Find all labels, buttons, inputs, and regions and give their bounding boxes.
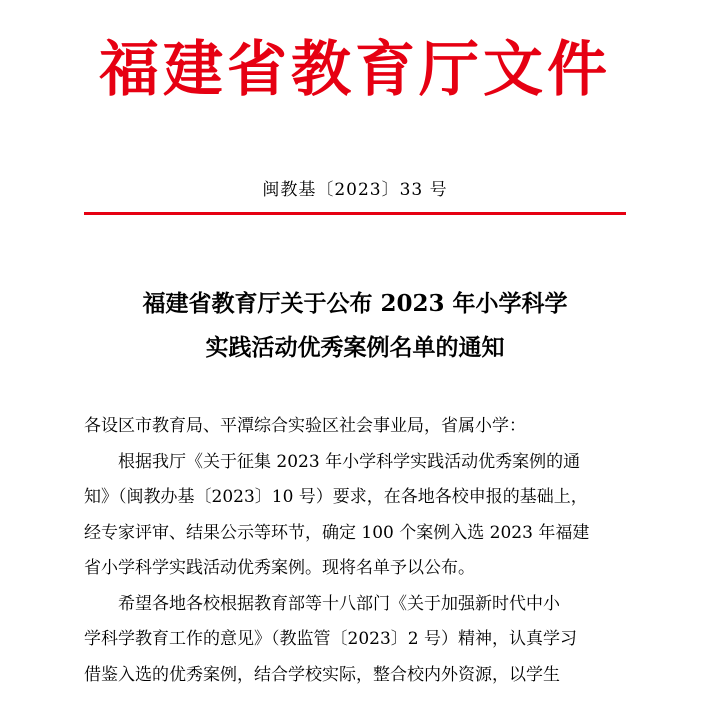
body-line: 知》（闽教办基〔2023〕10 号）要求，在各地各校申报的基础上， xyxy=(84,487,588,507)
notice-title xyxy=(80,282,630,370)
body-line: 省小学科学实践活动优秀案例。现将名单予以公布。 xyxy=(84,558,475,578)
body-line-addressee: 各设区市教育局、平潭综合实验区社会事业局，省属小学： xyxy=(84,416,526,436)
body-line: 经专家评审、结果公示等环节，确定 100 个案例入选 2023 年福建 xyxy=(84,522,590,543)
notice-title-line-2: 实践活动优秀案例名单的通知 xyxy=(205,334,505,361)
notice-title-line-1: 福建省教育厅关于公布 2023 年小学科学 xyxy=(142,290,568,317)
body-line: 根据我厅《关于征集 2023 年小学科学实践活动优秀案例的通 xyxy=(118,451,581,472)
notice-body xyxy=(84,409,644,693)
body-line: 希望各地各校根据教育部等十八部门《关于加强新时代中小 xyxy=(118,593,560,614)
body-line: 借鉴入选的优秀案例，结合学校实际，整合校内外资源，以学生 xyxy=(84,664,560,685)
red-divider-line xyxy=(84,212,626,215)
document-header-title: 福建省教育厅文件 xyxy=(99,35,611,105)
body-line: 学科学教育工作的意见》（教监管〔2023〕2 号）精神，认真学习 xyxy=(84,629,577,649)
document-number: 闽教基〔2023〕33 号 xyxy=(262,180,448,200)
